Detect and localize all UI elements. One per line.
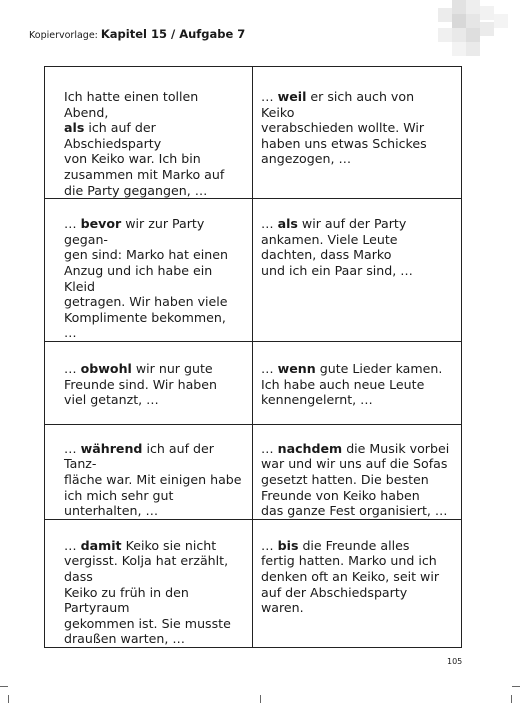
header-prefix: Kopiervorlage: xyxy=(29,30,101,41)
conjunction-keyword: bis xyxy=(277,537,299,553)
crop-mark xyxy=(0,686,8,687)
card-2: … weil er sich auch von Keiko verabschieden wollte. Wir haben uns etwas Schickes angezogen, … xyxy=(253,67,461,199)
conjunction-keyword: nachdem xyxy=(277,440,343,456)
crop-mark xyxy=(8,695,9,703)
crop-mark xyxy=(260,695,261,703)
card-1: Ich hatte einen tollen Abend, als ich auf der Abschiedsparty von Keiko war. Ich bin zusammen mit Marko auf die Party gegangen, … xyxy=(45,67,253,199)
card-5: … obwohl wir nur gute Freunde sind. Wir haben viel getanzt, … xyxy=(45,342,253,425)
watermark-mosaic xyxy=(438,0,520,62)
card-7: … während ich auf der Tanz- fläche war. Mit einigen habe ich mich sehr gut unterhalten, … xyxy=(45,425,253,520)
conjunction-keyword: wenn xyxy=(277,360,316,376)
header-title: Kapitel 15 / Aufgabe 7 xyxy=(100,27,246,41)
conjunction-keyword: weil xyxy=(277,89,307,104)
card-grid xyxy=(44,66,462,648)
card-8: … nachdem die Musik vorbei war und wir uns auf die Sofas gesetzt hatten. Die besten Freunde von Keiko haben das ganze Fest organisiert, … xyxy=(253,425,461,520)
conjunction-keyword: damit xyxy=(80,537,122,553)
card-4: … als wir auf der Party ankamen. Viele Leute dachten, dass Marko und ich ein Paar sind, … xyxy=(253,199,461,342)
conjunction-keyword: bevor xyxy=(80,216,122,232)
conjunction-keyword: während xyxy=(80,440,143,456)
conjunction-keyword: obwohl xyxy=(80,360,132,376)
worksheet-header xyxy=(29,27,245,41)
page-number: 105 xyxy=(447,657,463,666)
card-3: … bevor wir zur Party gegan- gen sind: Marko hat einen Anzug und ich habe ein Kleid getragen. Wir haben viele Komplimente bekommen, … xyxy=(45,199,253,342)
conjunction-keyword: als xyxy=(64,120,85,136)
crop-mark xyxy=(511,695,512,703)
conjunction-keyword: als xyxy=(277,216,298,232)
crop-mark xyxy=(512,686,520,687)
card-9: … damit Keiko sie nicht vergisst. Kolja hat erzählt, dass Keiko zu früh in den Partyraum gekommen ist. Sie musste draußen warten, … xyxy=(45,520,253,647)
card-6: … wenn gute Lieder kamen. Ich habe auch neue Leute kennengelernt, … xyxy=(253,342,461,425)
card-10: … bis die Freunde alles fertig hatten. Marko und ich denken oft an Keiko, seit wir auf der Abschiedsparty waren. xyxy=(261,537,440,616)
